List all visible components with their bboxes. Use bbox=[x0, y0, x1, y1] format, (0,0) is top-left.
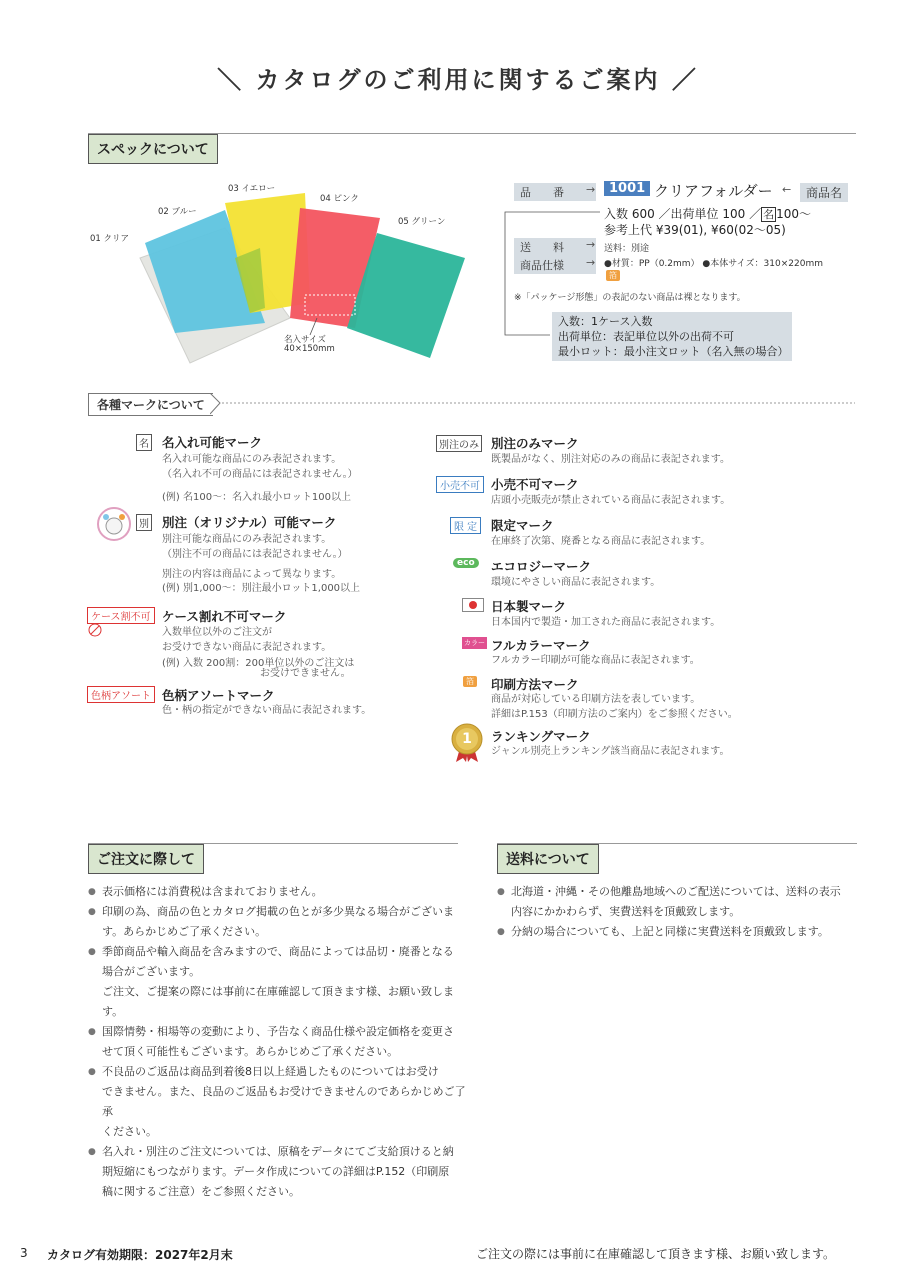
mark-title: 印刷方法マーク bbox=[491, 677, 579, 692]
marks-section-tab: 各種マークについて bbox=[88, 393, 213, 416]
product-code: 1001 bbox=[604, 181, 650, 196]
folder-label-clear: 01 クリア bbox=[90, 234, 130, 244]
mark-example: (例) 入数 200割：200単位以外のご注文は bbox=[162, 658, 355, 669]
mark-title: エコロジーマーク bbox=[491, 559, 592, 574]
order-notes-list bbox=[88, 882, 468, 1202]
ref-price: 参考上代 ¥39(01), ¥60(02〜05) bbox=[604, 223, 786, 237]
mark-title: 別注のみマーク bbox=[491, 436, 579, 451]
eco-mark-icon: eco bbox=[453, 558, 479, 568]
list-item: ください。 bbox=[102, 1125, 157, 1138]
product-name-label: 商品名 bbox=[800, 183, 848, 202]
split-circle-icon bbox=[88, 623, 102, 637]
mark-title: 別注（オリジナル）可能マーク bbox=[162, 515, 337, 530]
print-method-badge: 箔 bbox=[606, 270, 620, 281]
mark-desc: 商品が対応している印刷方法を表しています。 詳細はP.153（印刷方法のご案内）をご参照ください。 bbox=[491, 694, 738, 720]
case-split-mark-icon: ケース割不可 bbox=[87, 607, 155, 624]
folder-label-blue: 02 ブルー bbox=[158, 207, 197, 217]
mark-desc: 日本国内で製造・加工された商品に表記されます。 bbox=[491, 617, 721, 628]
shipping-label: 送 料 bbox=[514, 238, 596, 256]
list-item: ● 分納の場合についても、上記と同様に実費送料を頂戴致します。 bbox=[497, 922, 867, 942]
order-section-tab: ご注文に際して bbox=[88, 844, 204, 874]
custom-only-mark-icon: 別注のみ bbox=[436, 435, 482, 452]
page-number: 3 bbox=[20, 1246, 28, 1260]
ranking-number: 1 bbox=[462, 731, 472, 747]
lot-line: 最小ロット：最小注文ロット（名入無の場合） bbox=[558, 345, 789, 358]
qty-line: 入数 600 ／出荷単位 100 ／ 名 100〜 bbox=[604, 207, 811, 221]
list-item: ● 表示価格には消費税は含まれておりません。 bbox=[88, 882, 468, 902]
no-retail-mark-icon: 小売不可 bbox=[436, 476, 484, 493]
spec-value: ●材質：PP（0.2mm） ●本体サイズ：310×220mm bbox=[604, 259, 823, 269]
list-item: 期短縮にもつながります。データ作成についての詳細はP.152（印刷原 bbox=[102, 1165, 450, 1178]
arrow-icon: → bbox=[586, 256, 596, 269]
mark-example: お受けできません。 bbox=[260, 668, 351, 679]
original-logo-icon bbox=[97, 507, 131, 541]
mark-title: 限定マーク bbox=[491, 518, 554, 533]
limited-mark-icon: 限 定 bbox=[450, 517, 481, 534]
mark-desc: 名入れ可能な商品にのみ表記されます。 （名入れ不可の商品には表記されません。） bbox=[162, 454, 358, 480]
name-badge: 名 bbox=[763, 208, 775, 221]
list-item: 内容にかかわらず、実費送料を頂戴致します。 bbox=[511, 905, 741, 918]
name-mark-icon: 名 bbox=[136, 434, 152, 451]
folder-label-pink: 04 ピンク bbox=[320, 194, 359, 204]
mark-title: 色柄アソートマーク bbox=[162, 688, 275, 703]
mark-desc: 環境にやさしい商品に表記されます。 bbox=[491, 577, 661, 588]
stock-notice: ご注文の際には事前に在庫確認して頂きます様、お願い致します。 bbox=[476, 1247, 836, 1261]
name-size-label: 名入サイズ bbox=[284, 335, 326, 345]
catalog-validity: カタログ有効期限：2027年2月末 bbox=[47, 1248, 233, 1262]
mark-title: 名入れ可能マーク bbox=[162, 435, 263, 450]
full-color-mark-icon: カラー bbox=[464, 639, 485, 647]
lot-line: 出荷単位：表記単位以外の出荷不可 bbox=[558, 330, 734, 343]
list-item: す。あらかじめご了承ください。 bbox=[102, 925, 267, 938]
list-item: ● 不良品のご返品は商品到着後8日以上経過したものについてはお受け bbox=[88, 1062, 468, 1082]
japan-flag-icon bbox=[462, 598, 484, 612]
mark-desc: ジャンル別売上ランキング該当商品に表記されます。 bbox=[491, 746, 730, 757]
mark-title: 小売不可マーク bbox=[491, 477, 579, 492]
mark-desc: 既製品がなく、別注対応のみの商品に表記されます。 bbox=[491, 454, 730, 465]
lot-line: 入数：1ケース入数 bbox=[558, 315, 653, 328]
list-item: 稿に関するご注意）をご参照ください。 bbox=[102, 1185, 300, 1198]
folder-label-yellow: 03 イエロー bbox=[228, 184, 276, 194]
mark-title: ランキングマーク bbox=[491, 729, 591, 744]
mark-desc: 入数単位以外のご注文が お受けできない商品に表記されます。 bbox=[162, 627, 332, 653]
arrow-icon: → bbox=[586, 238, 596, 251]
hinban-label: 品 番 bbox=[514, 183, 596, 201]
arrow-left-icon: ← bbox=[782, 183, 792, 196]
shipping-section-tab: 送料について bbox=[497, 844, 599, 874]
mark-title: フルカラーマーク bbox=[491, 638, 591, 653]
package-note: ※「パッケージ形態」の表記のない商品は裸となります。 bbox=[514, 293, 746, 303]
list-item: せて頂く可能性もございます。あらかじめご了承ください。 bbox=[102, 1045, 399, 1058]
mark-example: (例) 名100〜：名入れ最小ロット100以上 bbox=[162, 492, 351, 503]
list-item: ● 印刷の為、商品の色とカタログ掲載の色とが多少異なる場合がございま bbox=[88, 902, 468, 922]
mark-desc: フルカラー印刷が可能な商品に表記されます。 bbox=[491, 655, 700, 666]
custom-mark-icon: 別 bbox=[136, 514, 152, 531]
mark-desc: 色・柄の指定ができない商品に表記されます。 bbox=[162, 705, 372, 716]
mark-example: (例) 別1,000〜：別注最小ロット1,000以上 bbox=[162, 583, 361, 594]
list-item: ● 季節商品や輸入商品を含みますので、商品によっては品切・廃番となる bbox=[88, 942, 468, 962]
shipping-notes-list bbox=[497, 882, 867, 942]
page-title: ＼ カタログのご利用に関するご案内 ／ bbox=[217, 66, 699, 94]
mark-desc: 店頭小売販売が禁止されている商品に表記されます。 bbox=[491, 495, 731, 506]
spec-section-tab: スペックについて bbox=[88, 134, 218, 164]
assort-mark-icon: 色柄アソート bbox=[87, 686, 155, 703]
mark-title: 日本製マーク bbox=[491, 599, 567, 614]
shipping-value: 送料：別途 bbox=[604, 244, 650, 254]
list-item: ● 名入れ・別注のご注文については、原稿をデータにてご支給頂けると納 bbox=[88, 1142, 468, 1162]
name-size-value: 40×150mm bbox=[284, 344, 335, 354]
mark-desc: 在庫終了次第、廃番となる商品に表記されます。 bbox=[491, 536, 711, 547]
product-name: クリアフォルダー bbox=[654, 182, 773, 200]
mark-desc: 別注可能な商品にのみ表記されます。 （別注不可の商品には表記されません。） 別注の内容は商品によって異なります。 bbox=[162, 534, 348, 580]
list-item: ご注文、ご提案の際には事前に在庫確認して頂きます様、お願い致します。 bbox=[102, 985, 454, 1018]
list-item: ● 北海道・沖縄・その他離島地域へのご配送については、送料の表示 bbox=[497, 882, 867, 902]
print-mark-icon: 箔 bbox=[463, 676, 477, 687]
spec-label: 商品仕様 bbox=[514, 256, 596, 274]
list-item: できません。また、良品のご返品もお受けできませんのであらかじめご了承 bbox=[102, 1085, 466, 1118]
marks-divider bbox=[210, 393, 860, 415]
list-item: ● 国際情勢・相場等の変動により、予告なく商品仕様や設定価格を変更さ bbox=[88, 1022, 468, 1042]
arrow-icon: → bbox=[586, 183, 596, 196]
list-item: 場合がございます。 bbox=[102, 965, 201, 978]
lot-info-box bbox=[552, 312, 792, 361]
folder-label-green: 05 グリーン bbox=[398, 217, 446, 227]
mark-title: ケース割れ不可マーク bbox=[162, 609, 287, 624]
